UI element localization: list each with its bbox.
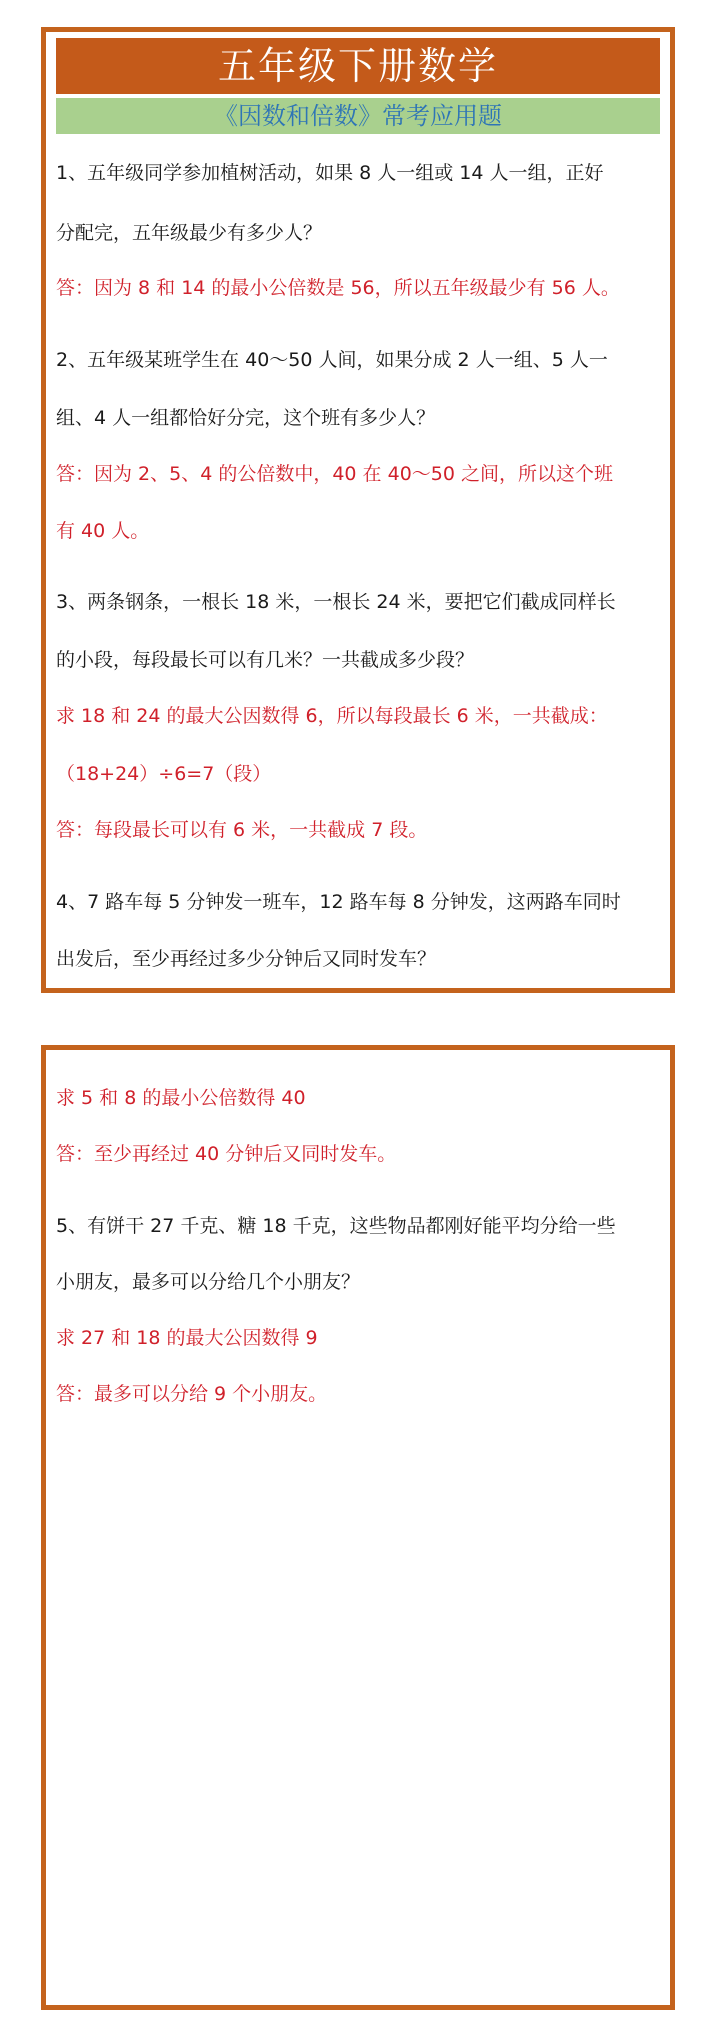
question-1-line-2: 分配完，五年级最少有多少人？ [56,222,323,244]
answer-2-line-2: 有 40 人。 [56,520,150,542]
page-panel-1 [41,27,675,993]
page-panel-2 [41,1045,675,2010]
page-subtitle: 《因数和倍数》常考应用题 [56,98,660,134]
answer-1: 答：因为 8 和 14 的最小公倍数是 56，所以五年级最少有 56 人。 [56,277,620,299]
answer-5: 答：最多可以分给 9 个小朋友。 [56,1383,328,1405]
question-2-line-2: 组、4 人一组都恰好分完，这个班有多少人？ [56,407,436,429]
question-1-line-1: 1、五年级同学参加植树活动，如果 8 人一组或 14 人一组，正好 [56,162,604,184]
question-4-line-1: 4、7 路车每 5 分钟发一班车，12 路车每 8 分钟发，这两路车同时 [56,891,621,913]
page-title: 五年级下册数学 [56,38,660,94]
question-3-line-1: 3、两条钢条，一根长 18 米，一根长 24 米，要把它们截成同样长 [56,591,616,613]
answer-3: 答：每段最长可以有 6 米，一共截成 7 段。 [56,819,428,841]
question-4-line-2: 出发后，至少再经过多少分钟后又同时发车？ [56,948,437,970]
answer-2-line-1: 答：因为 2、5、4 的公倍数中，40 在 40～50 之间，所以这个班 [56,463,613,485]
answer-4: 答：至少再经过 40 分钟后又同时发车。 [56,1143,397,1165]
question-5-line-1: 5、有饼干 27 千克、糖 18 千克，这些物品都刚好能平均分给一些 [56,1215,616,1237]
question-2-line-1: 2、五年级某班学生在 40～50 人间，如果分成 2 人一组、5 人一 [56,349,608,371]
question-3-line-2: 的小段，每段最长可以有几米？一共截成多少段？ [56,649,475,671]
solution-5: 求 27 和 18 的最大公因数得 9 [56,1327,318,1349]
solution-3-line-1: 求 18 和 24 的最大公因数得 6，所以每段最长 6 米，一共截成： [56,705,608,727]
question-5-line-2: 小朋友，最多可以分给几个小朋友？ [56,1271,361,1293]
solution-4: 求 5 和 8 的最小公倍数得 40 [56,1087,306,1109]
solution-3-line-2: （18+24）÷6=7（段） [56,763,272,785]
